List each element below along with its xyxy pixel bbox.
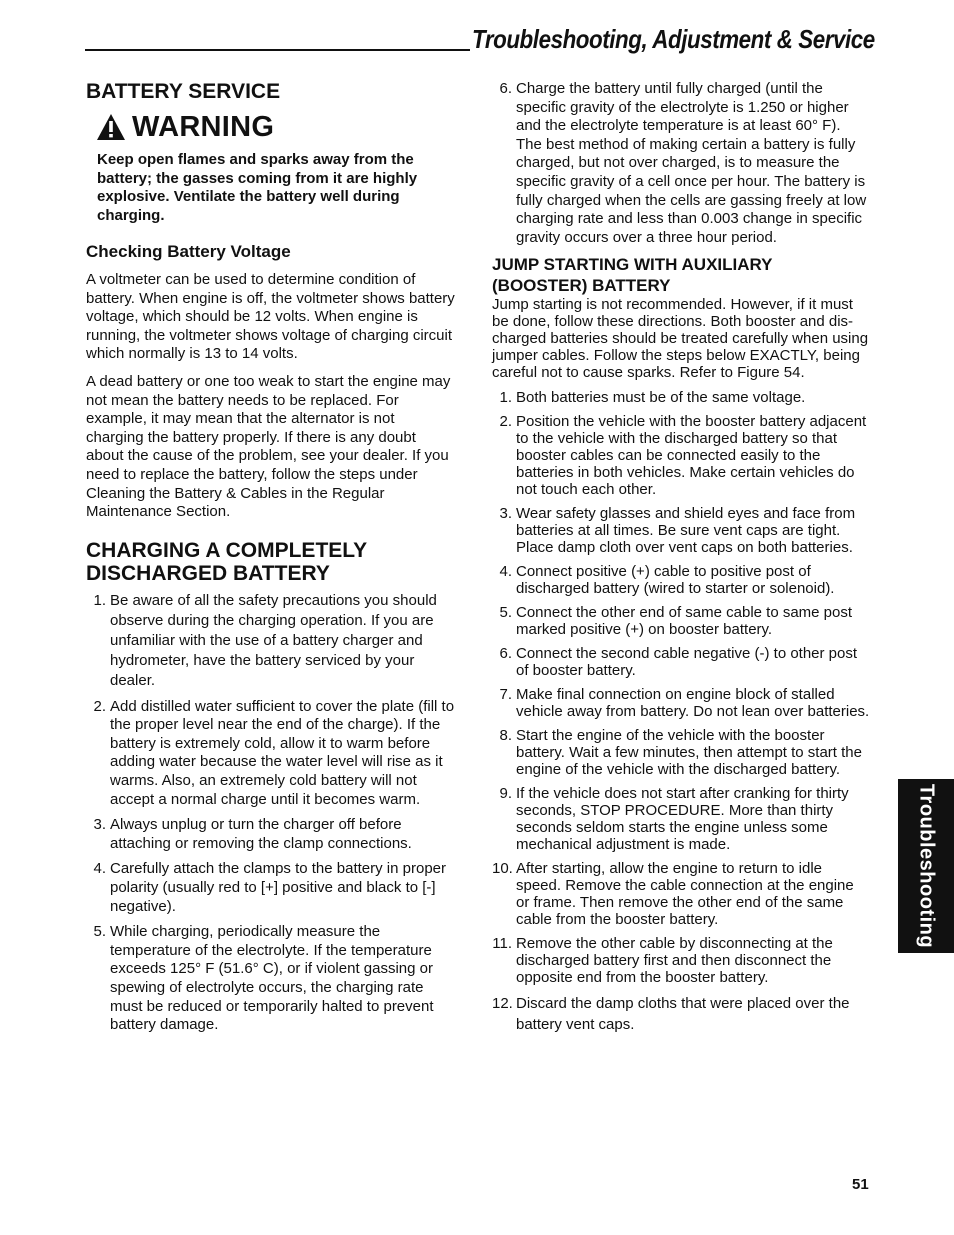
step-text: After starting, allow the engine to return to idle speed. Remove the cable connection at the engine or frame. Then remove the other end of the same cable from the booster battery. xyxy=(516,860,854,929)
checking-voltage-heading: Checking Battery Voltage xyxy=(86,242,291,262)
list-item xyxy=(492,80,870,247)
right-column xyxy=(492,80,870,1042)
step-number: 5. xyxy=(499,604,512,622)
list-item xyxy=(492,413,870,498)
list-item xyxy=(492,785,870,853)
charging-steps-continued xyxy=(492,80,870,247)
list-item xyxy=(86,591,456,691)
warning-label: WARNING xyxy=(132,110,275,143)
step-text: Charge the battery until fully charged (until the specific gravity of the electrolyte is 1.250 or higher and the electrolyte temperature is at least 60° F). The best method of making certain a battery is fully charged, but not over charged, is to measure the specific gravity of a cell once per hour. The battery is fully charged when the cells are gassing freely at low charging rate and less than 0.003 change in specific gravity occurs over a three hour period. xyxy=(516,80,867,246)
step-number: 10. xyxy=(492,860,513,878)
step-text: Connect the other end of same cable to same post marked positive (+) on booster battery. xyxy=(516,604,853,639)
list-item xyxy=(492,993,870,1035)
step-number: 9. xyxy=(499,785,512,803)
step-text: Make final connection on engine block of stalled vehicle away from battery. Do not lean over batteries. xyxy=(516,686,870,721)
step-number: 6. xyxy=(499,645,512,663)
step-number: 6. xyxy=(499,80,512,97)
step-text: Carefully attach the clamps to the battery in proper polarity (usually red to [+] positive and black to [-] negative). xyxy=(110,860,447,915)
side-tab-label: Troubleshooting xyxy=(915,783,938,949)
step-number: 8. xyxy=(499,727,512,745)
step-text: Add distilled water sufficient to cover the plate (fill to the proper level near the end of the charge). If the battery is extremely cold, allow it to warm before adding water because the water level will rise as it warms. Also, an extremely cold battery will not accept a normal charge until it becomes warm. xyxy=(110,697,455,808)
step-text: Remove the other cable by disconnecting at the discharged battery first and then disconnect the opposite end from the booster battery. xyxy=(516,935,833,987)
paragraph: A voltmeter can be used to determine condition of battery. When engine is off, the voltmeter shows battery voltage, which should be 12 volts. When engine is running, the voltmeter shows voltage of charging circuit which normally is 13 to 14 volts. xyxy=(86,270,455,363)
step-text: While charging, periodically measure the temperature of the electrolyte. If the temperature exceeds 125° F (51.6° C), or if violent gassing or spewing of electrolyte occurs, the charging rate must be reduced or temporarily halted to prevent battery damage. xyxy=(110,923,434,1034)
jump-start-steps-list xyxy=(492,389,870,1035)
step-text: Start the engine of the vehicle with the booster battery. Wait a few minutes, then attempt to start the engine of the vehicle with the discharged battery. xyxy=(516,727,862,779)
step-number: 12. xyxy=(492,995,513,1013)
step-number: 1. xyxy=(499,389,512,407)
step-number: 11. xyxy=(492,935,512,953)
charging-heading: CHARGING A COMPLETELY DISCHARGED BATTERY xyxy=(86,538,367,585)
step-text: Connect positive (+) cable to positive post of discharged battery (wired to starter or solenoid). xyxy=(516,563,835,598)
list-item xyxy=(492,563,870,597)
paragraph: A dead battery or one too weak to start the engine may not mean the battery needs to be replaced. For example, it may mean that the alternator is not charging the battery properly. If there is any doubt about the cause of the problem, see your dealer. If you need to replace the battery, follow the steps under Cleaning the Battery & Cables in the Regular Maintenance Section. xyxy=(86,372,451,521)
charging-steps-list xyxy=(86,591,456,1035)
step-number: 4. xyxy=(499,563,512,581)
list-item xyxy=(86,698,456,810)
list-item xyxy=(492,389,870,406)
step-number: 3. xyxy=(499,505,512,523)
step-number: 5. xyxy=(93,923,106,941)
list-item xyxy=(492,860,870,928)
list-item xyxy=(492,727,870,778)
page-number: 51 xyxy=(852,1176,869,1193)
step-number: 7. xyxy=(499,686,512,704)
battery-service-heading: BATTERY SERVICE xyxy=(86,80,281,103)
warning-triangle-icon xyxy=(96,113,126,141)
step-number: 2. xyxy=(93,697,106,715)
step-number: 3. xyxy=(93,816,106,834)
warning-text: Keep open flames and sparks away from the battery; the gasses coming from it are highly explosive. Ventilate the battery well during charging. xyxy=(97,151,418,224)
step-number: 2. xyxy=(499,413,512,431)
step-text: Be aware of all the safety precautions you should observe during the charging operation. If you are unfamiliar with the use of a battery charger and hydrometer, have the battery serviced by your dealer. xyxy=(110,591,437,689)
step-number: 1. xyxy=(93,591,106,609)
list-item xyxy=(492,935,870,986)
jump-start-heading: JUMP STARTING WITH AUXILIARY (BOOSTER) BATTERY xyxy=(492,255,773,296)
list-item xyxy=(492,505,870,556)
jump-start-intro: Jump starting is not recommended. However, if it must be done, follow these directions. Both booster and dis-charged batteries should be treated carefully when using jumper cables. Follow the steps below EXACTLY, being careful not to cause sparks. Refer to Figure 54. xyxy=(492,296,869,382)
step-text: If the vehicle does not start after cranking for thirty seconds, STOP PROCEDURE. More than thirty seconds seldom starts the engine unless some mechanical adjustment is made. xyxy=(516,785,849,854)
step-text: Always unplug or turn the charger off before attaching or removing the clamp connections. xyxy=(110,816,412,852)
list-item xyxy=(86,923,456,1035)
list-item xyxy=(492,604,870,638)
header-rule xyxy=(85,49,470,51)
warning-header xyxy=(96,110,456,143)
step-number: 4. xyxy=(93,860,106,878)
list-item xyxy=(492,686,870,720)
left-column xyxy=(86,80,456,1042)
step-text: Connect the second cable negative (-) to other post of booster battery. xyxy=(516,645,858,680)
step-text: Wear safety glasses and shield eyes and face from batteries at all times. Be sure vent caps are tight. Place damp cloth over vent caps on both batteries. xyxy=(516,505,856,557)
page-header-title: Troubleshooting, Adjustment & Service xyxy=(472,24,875,54)
list-item xyxy=(86,816,456,853)
step-text: Position the vehicle with the booster battery adjacent to the vehicle with the discharged battery so that booster cables can be connected easily to the batteries in both vehicles. Make certain vehicles do not touch each other. xyxy=(516,413,867,499)
step-text: Both batteries must be of the same voltage. xyxy=(516,389,806,407)
list-item xyxy=(492,645,870,679)
section-side-tab xyxy=(898,779,954,953)
step-text: Discard the damp cloths that were placed over the battery vent caps. xyxy=(516,995,850,1034)
list-item xyxy=(86,860,456,916)
